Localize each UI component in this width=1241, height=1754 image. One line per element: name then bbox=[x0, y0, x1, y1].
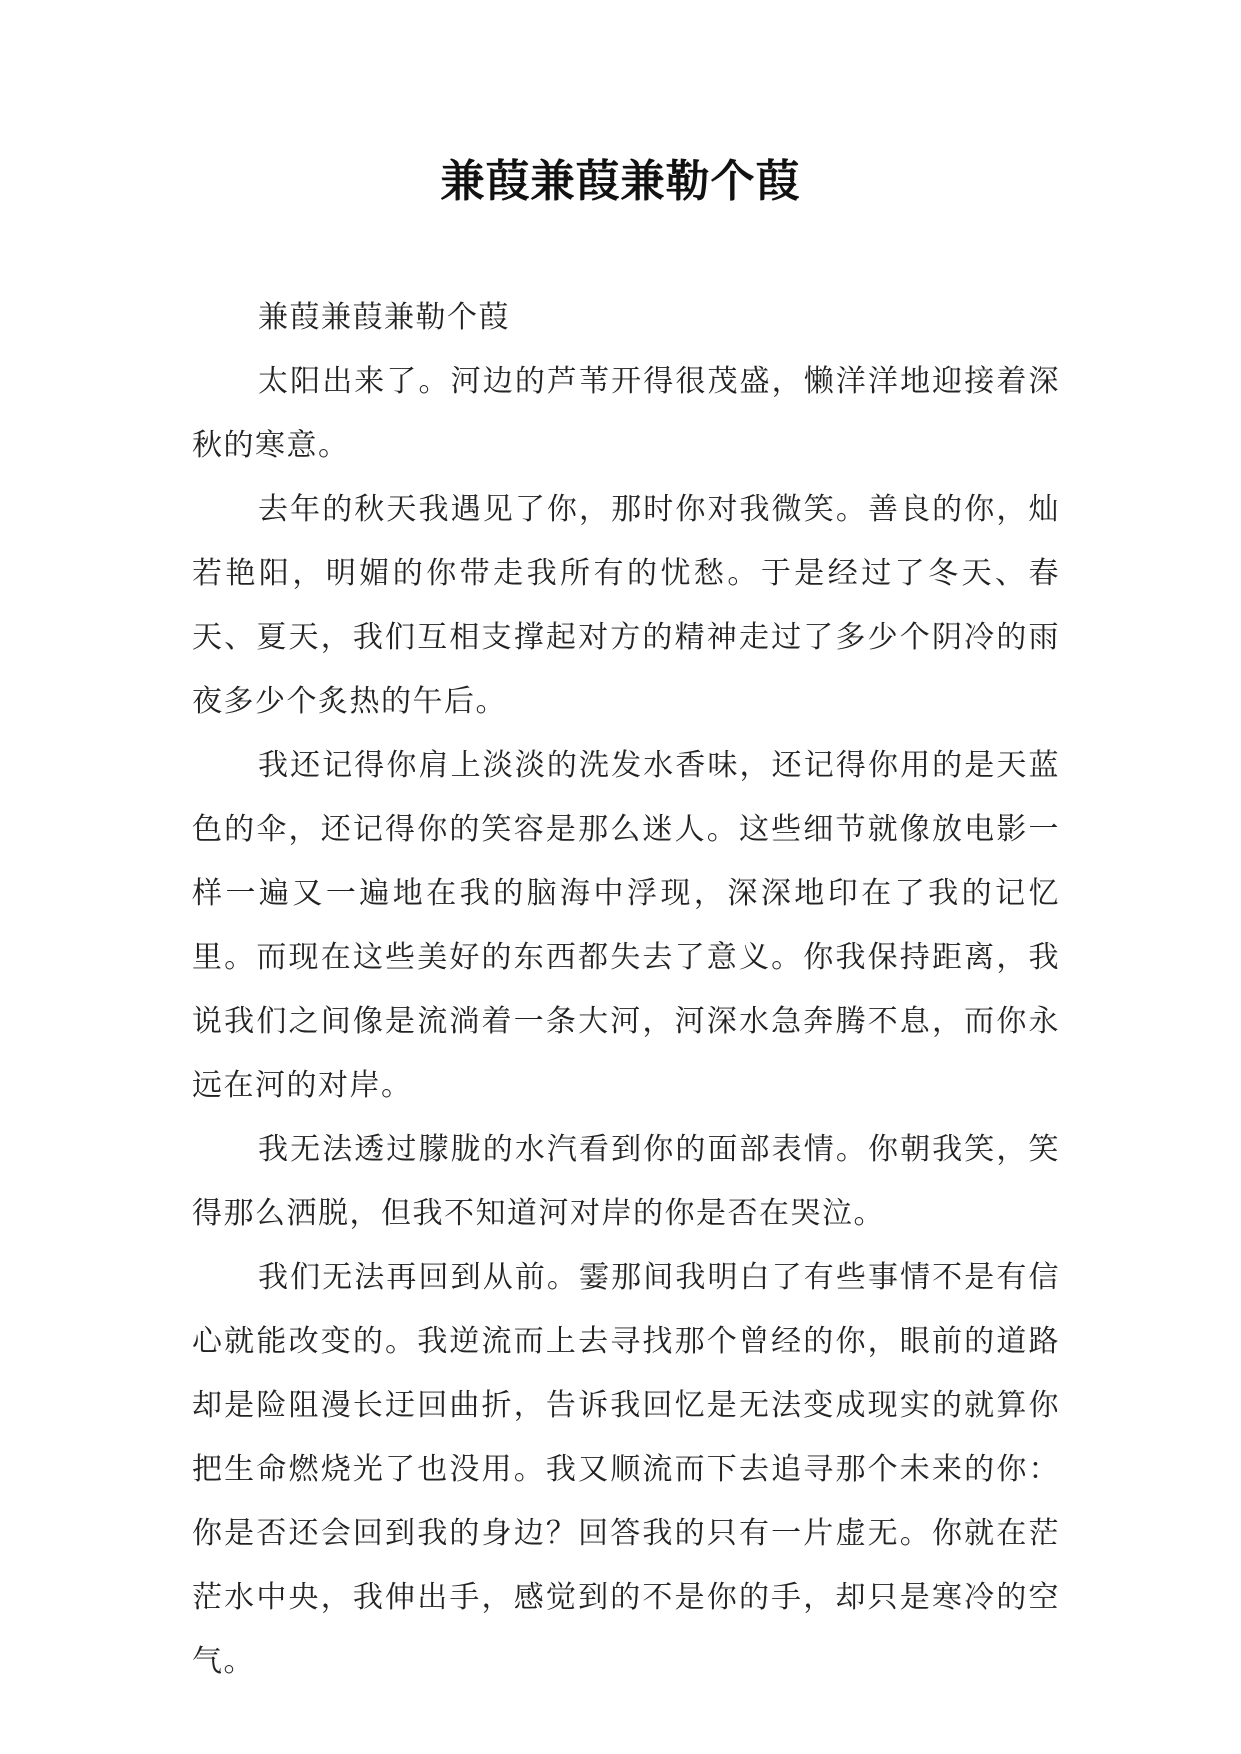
paragraph-5: 我们无法再回到从前。霎那间我明白了有些事情不是有信心就能改变的。我逆流而上去寻找那个曾经的你，眼前的道路却是险阻漫长迂回曲折，告诉我回忆是无法变成现实的就算你把生命燃烧光了也没用。我又顺流而下去追寻那个未来的你：你是否还会回到我的身边？回答我的只有一片虚无。你就在茫茫水中央，我伸出手，感觉到的不是你的手，却只是寒冷的空气。 bbox=[192, 1260, 1060, 1679]
paragraph-subtitle: 兼葭兼葭兼勒个葭 bbox=[258, 300, 510, 335]
paragraph-4: 我无法透过朦胧的水汽看到你的面部表情。你朝我笑，笑得那么洒脱，但我不知道河对岸的你是否在哭泣。 bbox=[192, 1132, 1060, 1231]
document-title: 兼葭兼葭兼勒个葭 bbox=[440, 156, 801, 207]
paragraph-1: 太阳出来了。河边的芦苇开得很茂盛，懒洋洋地迎接着深秋的寒意。 bbox=[192, 364, 1060, 463]
paragraph-2: 去年的秋天我遇见了你，那时你对我微笑。善良的你，灿若艳阳，明媚的你带走我所有的忧愁。于是经过了冬天、春天、夏天，我们互相支撑起对方的精神走过了多少个阴冷的雨夜多少个炙热的午后。 bbox=[192, 492, 1060, 719]
paragraph-3: 我还记得你肩上淡淡的洗发水香味，还记得你用的是天蓝色的伞，还记得你的笑容是那么迷人。这些细节就像放电影一样一遍又一遍地在我的脑海中浮现，深深地印在了我的记忆里。而现在这些美好的东西都失去了意义。你我保持距离，我说我们之间像是流淌着一条大河，河深水急奔腾不息，而你永远在河的对岸。 bbox=[192, 748, 1060, 1103]
document-body bbox=[192, 286, 1060, 1694]
